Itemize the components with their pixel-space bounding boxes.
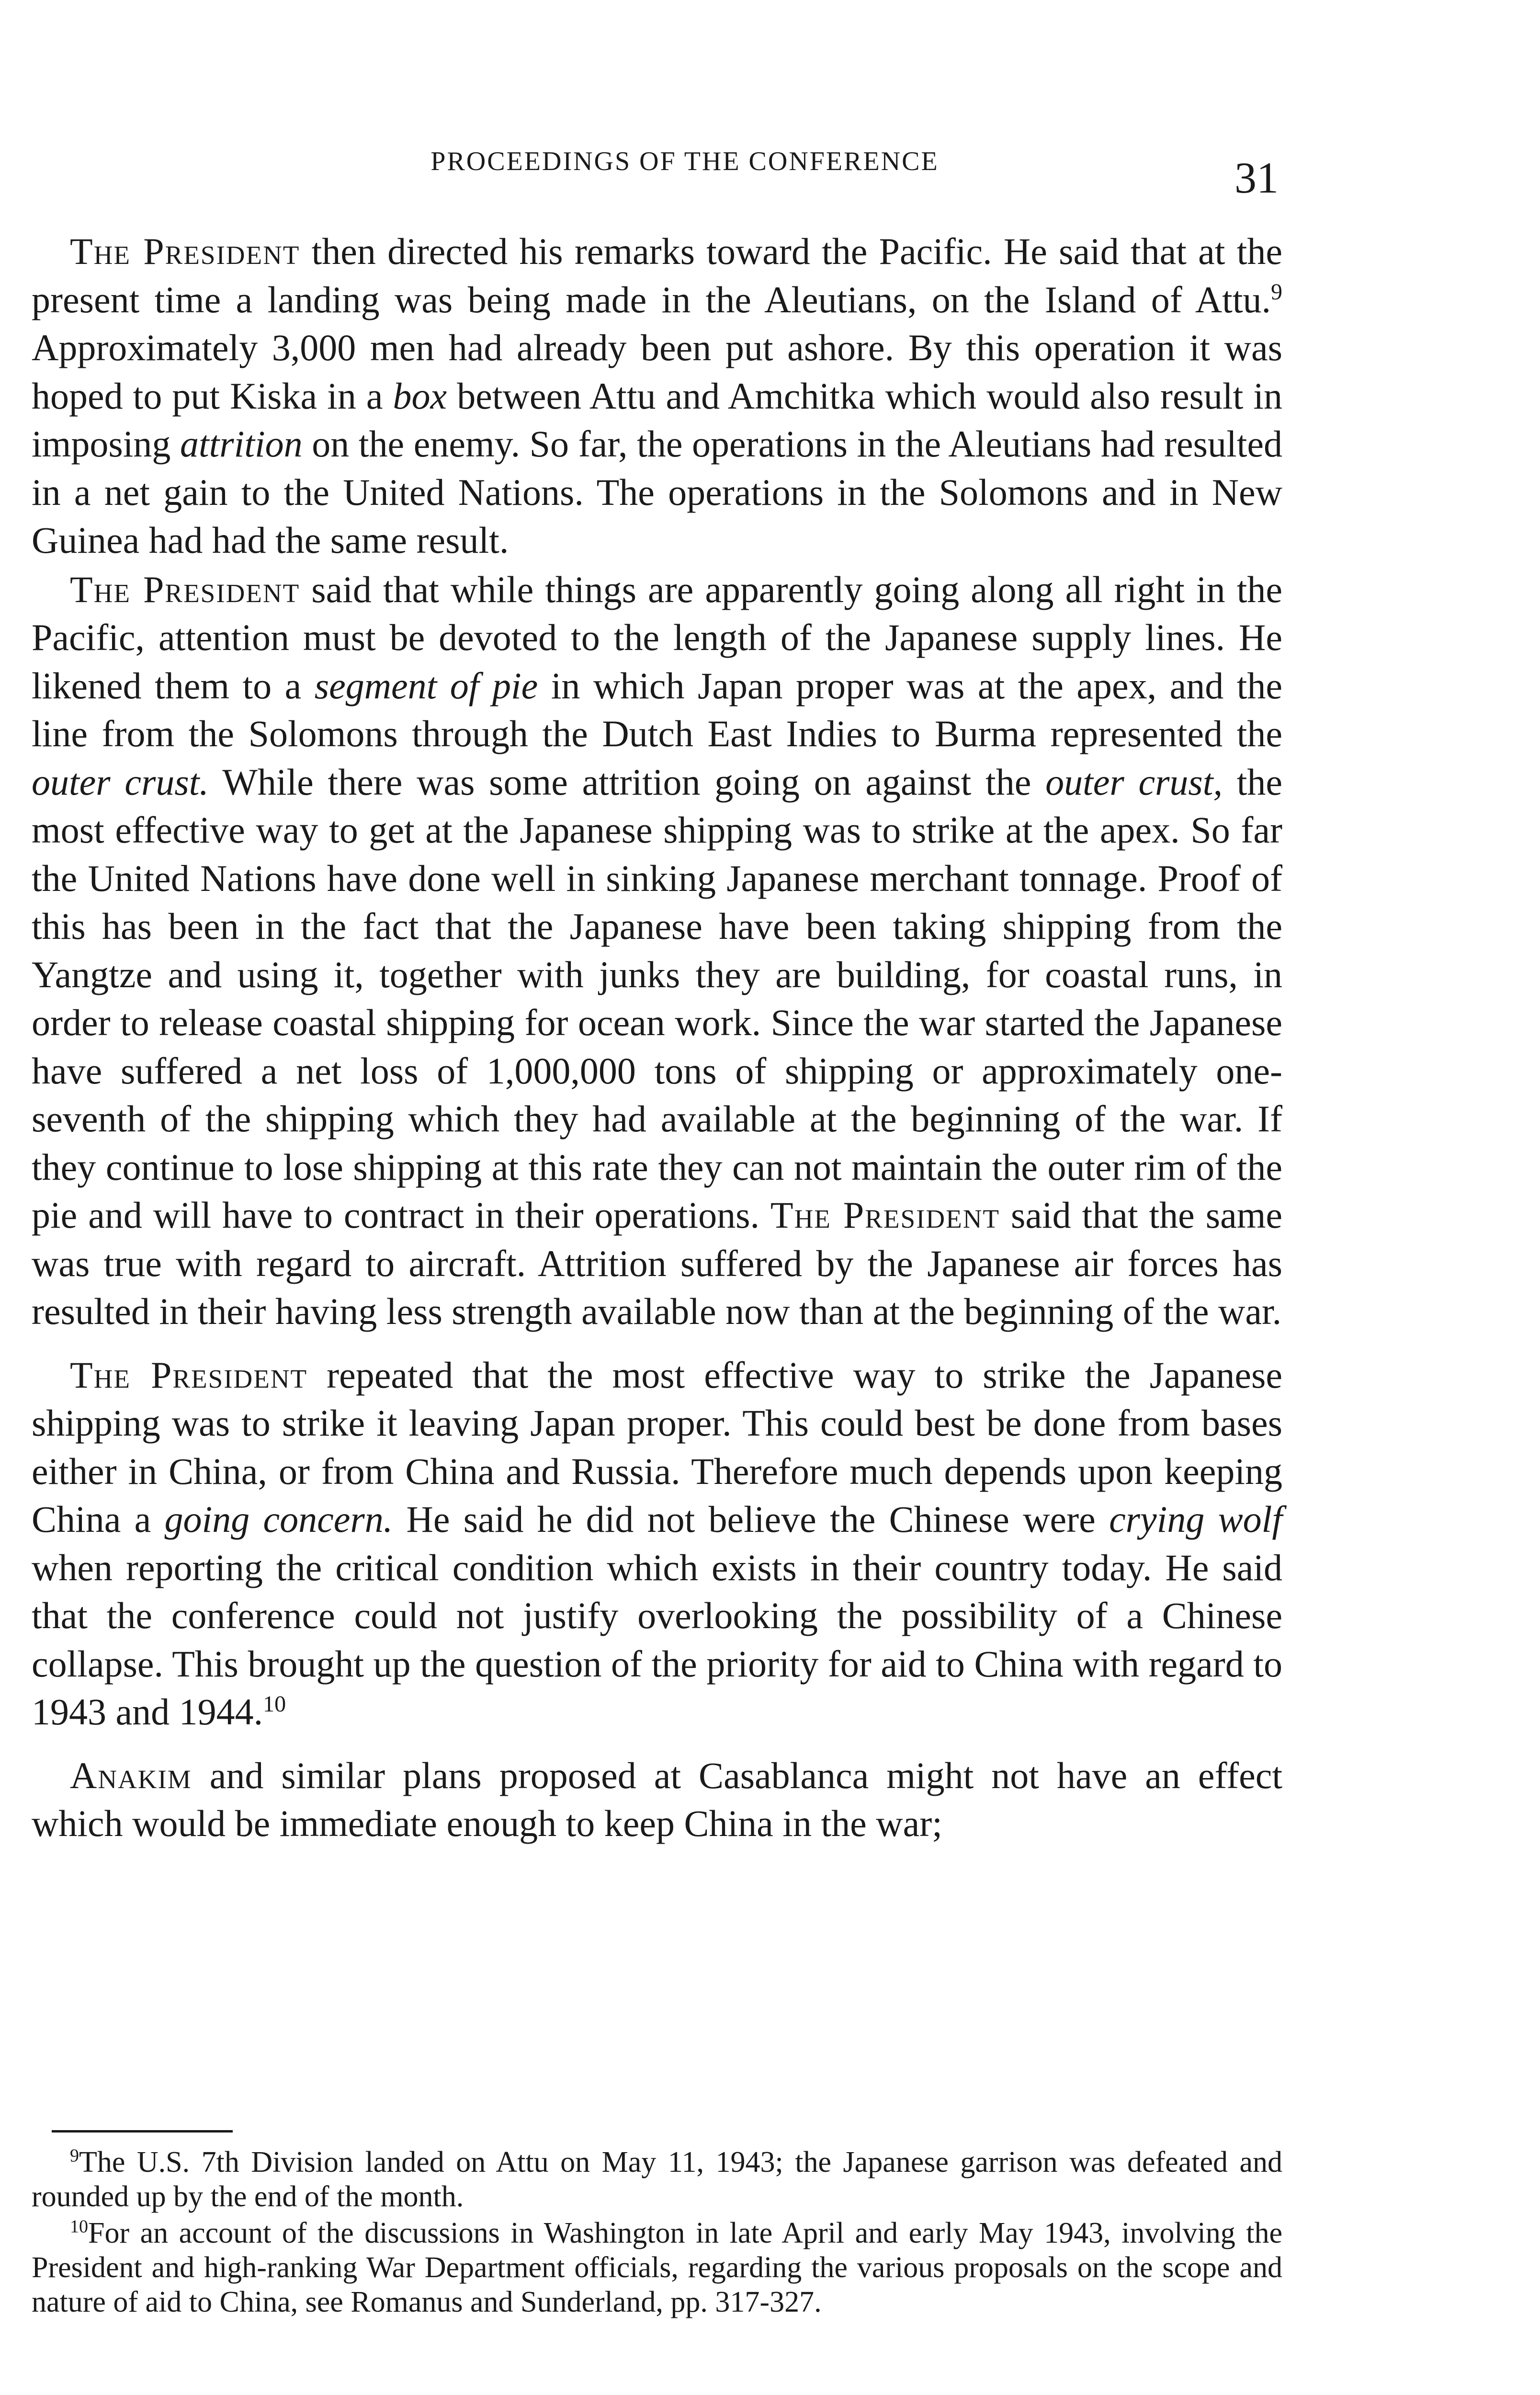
footnote-number: 10 [70, 2216, 88, 2237]
footnote-divider [52, 2130, 233, 2133]
italic-phrase: box [393, 375, 447, 417]
paragraph-text: between Attu and Amchitka which would also result in imposing [32, 375, 1282, 465]
italic-phrase: segment of pie [314, 664, 538, 707]
body-text [32, 228, 1282, 1848]
footnote-number: 9 [70, 2145, 79, 2166]
paragraph-text: said that while things are apparently going along all right in the Pacific, attention must be devoted to the length of the Japanese supply lines. He likened them to a [32, 568, 1282, 707]
paragraph-2 [32, 566, 1282, 1336]
italic-phrase: crying wolf [1109, 1498, 1282, 1540]
paragraph-text: He said he did not believe the Chinese were [393, 1498, 1110, 1540]
speaker-name: The President [70, 230, 300, 272]
paragraph-text: repeated that the most effective way to strike the Japanese shipping was to strike it leaving Japan proper. This could best be done from bases either in China, or from China and Russia. Therefore much depends upon keeping China a [32, 1354, 1282, 1540]
footnotes [32, 2145, 1282, 2319]
italic-phrase: going concern. [164, 1498, 393, 1540]
paragraph-3 [32, 1351, 1282, 1736]
footnote-9 [32, 2145, 1282, 2214]
paragraph-text: said that the same was true with regard to aircraft. Attrition suffered by the Japanese air forces has resulted in their having less strength available now than at the beginning of the war. [32, 1194, 1282, 1332]
paragraph-text: Approximately 3,000 men had already been put ashore. By this operation it was hoped to put Kiska in a [32, 327, 1282, 417]
footnote-10 [32, 2216, 1282, 2319]
speaker-name: The President [770, 1194, 1000, 1236]
paragraph-4 [32, 1752, 1282, 1848]
italic-phrase: attrition [180, 423, 303, 465]
paragraph-text: the most effective way to get at the Japanese shipping was to strike at the apex. So far the United Nations have done well in sinking Japanese merchant tonnage. Proof of this has been in the fact that the Japanese have been taking shipping from the Yangtze and using it, together with junks they are building, for coastal runs, in order to release coastal shipping for ocean work. Since the war started the Japanese have suffered a net loss of 1,000,000 tons of shipping or approximately one-seventh of the shipping which they had available at the beginning of the war. If they continue to lose shipping at this rate they can not maintain the outer rim of the pie and will have to contract in their operations. [32, 761, 1282, 1236]
paragraph-1 [32, 228, 1282, 565]
running-title: PROCEEDINGS OF THE CONFERENCE [430, 147, 939, 176]
footnote-ref-9: 9 [1271, 279, 1282, 305]
page-number: 31 [1234, 153, 1279, 202]
paragraph-text: in which Japan proper was at the apex, and the line from the Solomons through the Dutch East Indies to Burma represented the [32, 664, 1282, 754]
speaker-name: The President [70, 568, 300, 610]
speaker-name: The President [70, 1354, 308, 1396]
paragraph-text: then directed his remarks toward the Pacific. He said that at the present time a landing was being made in the Aleutians, on the Island of Attu. [32, 230, 1282, 320]
footnote-ref-10: 10 [263, 1691, 286, 1717]
paragraph-text: and similar plans proposed at Casablanca might not have an effect which would be immediate enough to keep China in the war; [32, 1754, 1282, 1844]
paragraph-text: While there was some attrition going on against the [208, 761, 1046, 803]
operation-name: Anakim [70, 1754, 192, 1796]
footnote-text: The U.S. 7th Division landed on Attu on May 11, 1943; the Japanese garrison was defeated and rounded up by the end of the month. [32, 2146, 1282, 2213]
footnote-text: For an account of the discussions in Washington in late April and early May 1943, involving the President and high-ranking War Department officials, regarding the various proposals on the scope and nature of aid to China, see Romanus and Sunderland, pp. 317-327. [32, 2217, 1282, 2318]
paragraph-text: on the enemy. So far, the operations in the Aleutians had resulted in a net gain to the United Nations. The operations in the Solomons and in New Guinea had had the same result. [32, 423, 1282, 561]
paragraph-text: when reporting the critical condition which exists in their country today. He said that the conference could not justify overlooking the possibility of a Chinese collapse. This brought up the question of the priority for aid to China with regard to 1943 and 1944. [32, 1546, 1282, 1733]
italic-phrase: outer crust. [32, 761, 209, 803]
italic-phrase: outer crust, [1045, 761, 1223, 803]
